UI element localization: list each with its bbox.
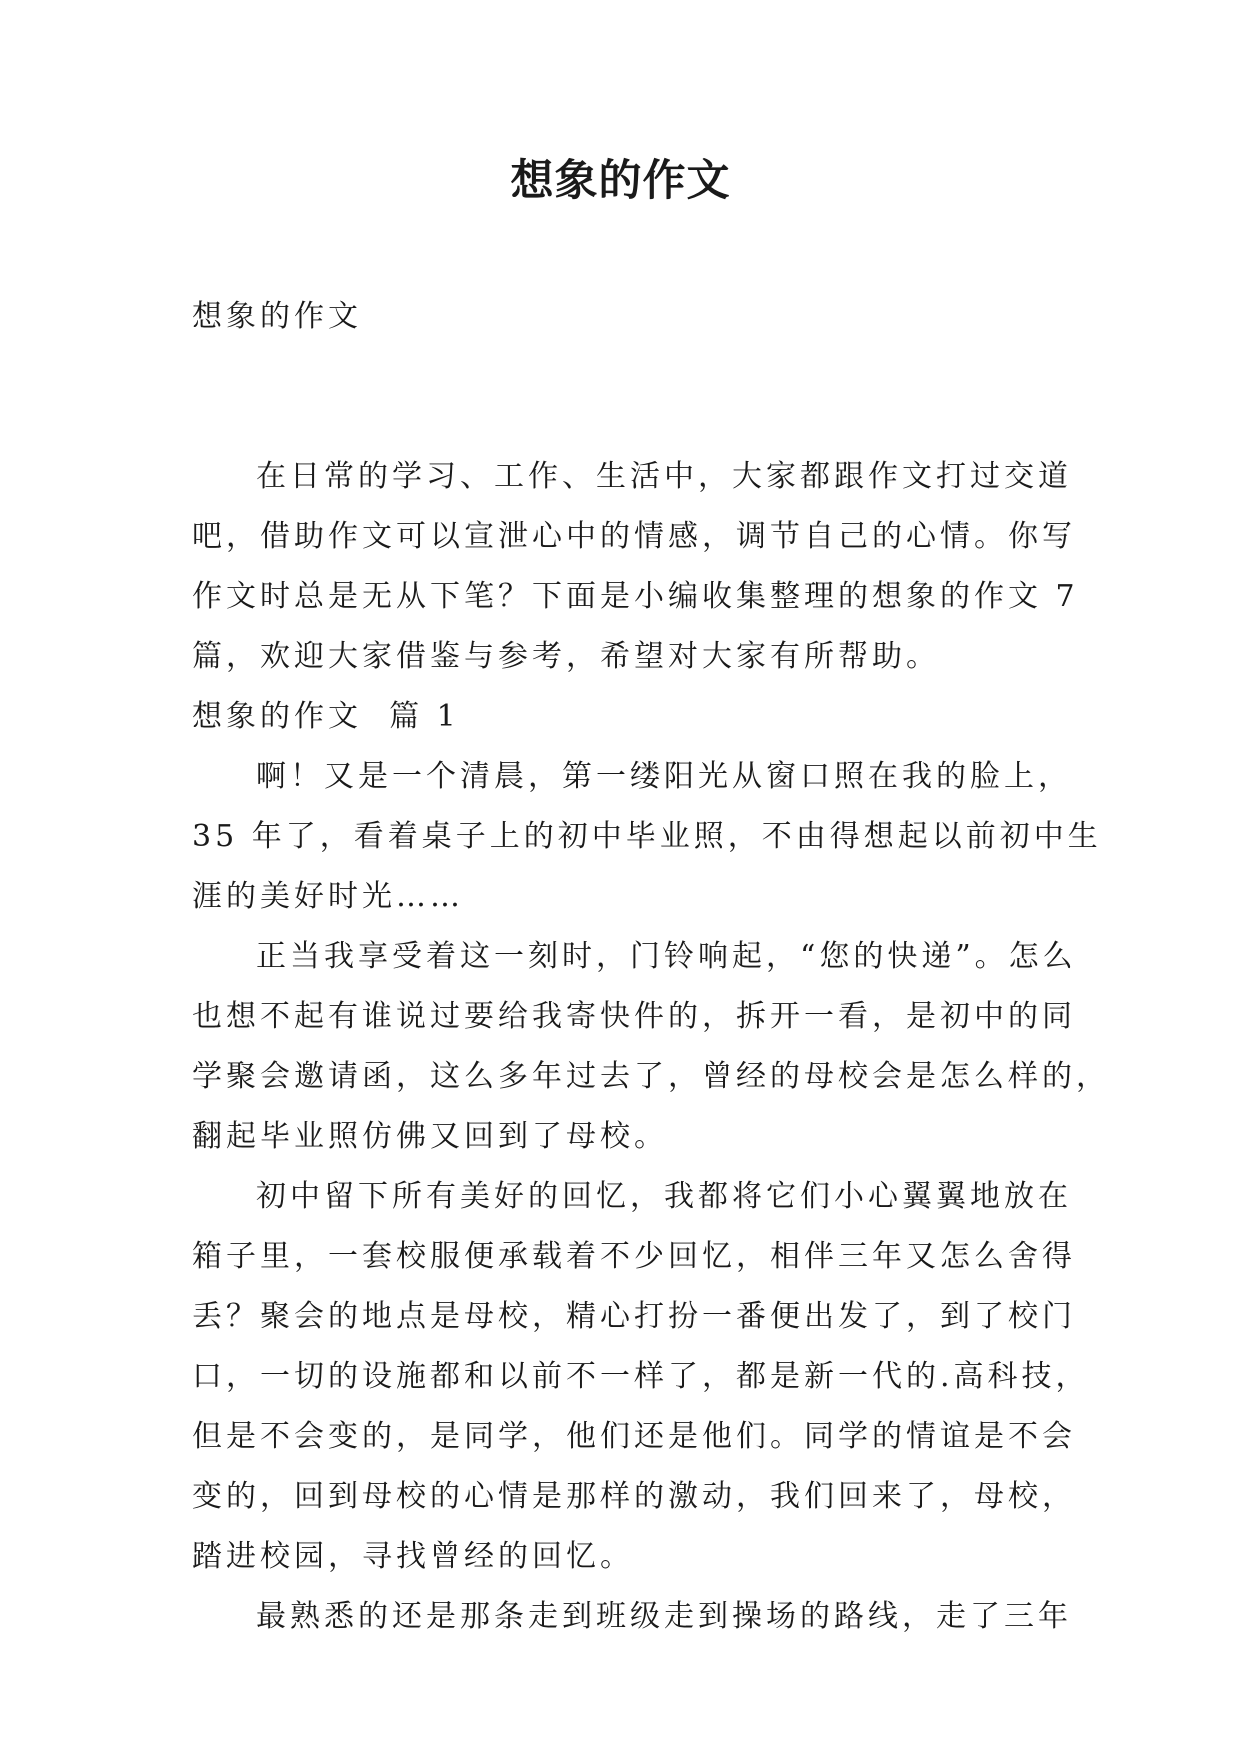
document-body — [192, 287, 1110, 1647]
paragraph-line: 最熟悉的还是那条走到班级走到操场的路线，走了三年 — [256, 1599, 1072, 1634]
paragraph-line: 踏进校园，寻找曾经的回忆。 — [192, 1539, 634, 1574]
paragraph-line: 也想不起有谁说过要给我寄快件的，拆开一看，是初中的同 — [192, 999, 1076, 1034]
paragraph-line: 但是不会变的，是同学，他们还是他们。同学的情谊是不会 — [192, 1419, 1076, 1454]
paragraph-line: 学聚会邀请函，这么多年过去了，曾经的母校会是怎么样的， — [192, 1059, 1110, 1094]
paragraph-line: 正当我享受着这一刻时，门铃响起，“您的快递”。怎么 — [256, 939, 1077, 974]
intro-line: 作文时总是无从下笔？下面是小编收集整理的想象的作文 7 — [192, 579, 1079, 614]
paragraph-line: 口，一切的设施都和以前不一样了，都是新一代的.高科技， — [192, 1359, 1090, 1394]
subtitle: 想象的作文 — [192, 299, 362, 334]
blank-gap — [192, 347, 1072, 447]
section-heading: 想象的作文 篇 1 — [192, 699, 460, 734]
paragraph-line: 翻起毕业照仿佛又回到了母校。 — [192, 1119, 668, 1154]
paragraph-line: 涯的美好时光…… — [192, 879, 464, 914]
paragraph-line: 变的，回到母校的心情是那样的激动，我们回来了，母校， — [192, 1479, 1076, 1514]
paragraph-line: 初中留下所有美好的回忆，我都将它们小心翼翼地放在 — [256, 1179, 1072, 1214]
paragraph-line: 35 年了，看着桌子上的初中毕业照，不由得想起以前初中生 — [192, 819, 1102, 854]
intro-line: 吧，借助作文可以宣泄心中的情感，调节自己的心情。你写 — [192, 519, 1076, 554]
paragraph-line: 丢？聚会的地点是母校，精心打扮一番便出发了，到了校门 — [192, 1299, 1076, 1334]
paragraph-line: 箱子里，一套校服便承载着不少回忆，相伴三年又怎么舍得 — [192, 1239, 1076, 1274]
document-title: 想象的作文 — [510, 156, 731, 206]
intro-line: 篇，欢迎大家借鉴与参考，希望对大家有所帮助。 — [192, 639, 940, 674]
intro-line: 在日常的学习、工作、生活中，大家都跟作文打过交道 — [256, 459, 1072, 494]
paragraph-line: 啊！又是一个清晨，第一缕阳光从窗口照在我的脸上， — [256, 759, 1072, 794]
